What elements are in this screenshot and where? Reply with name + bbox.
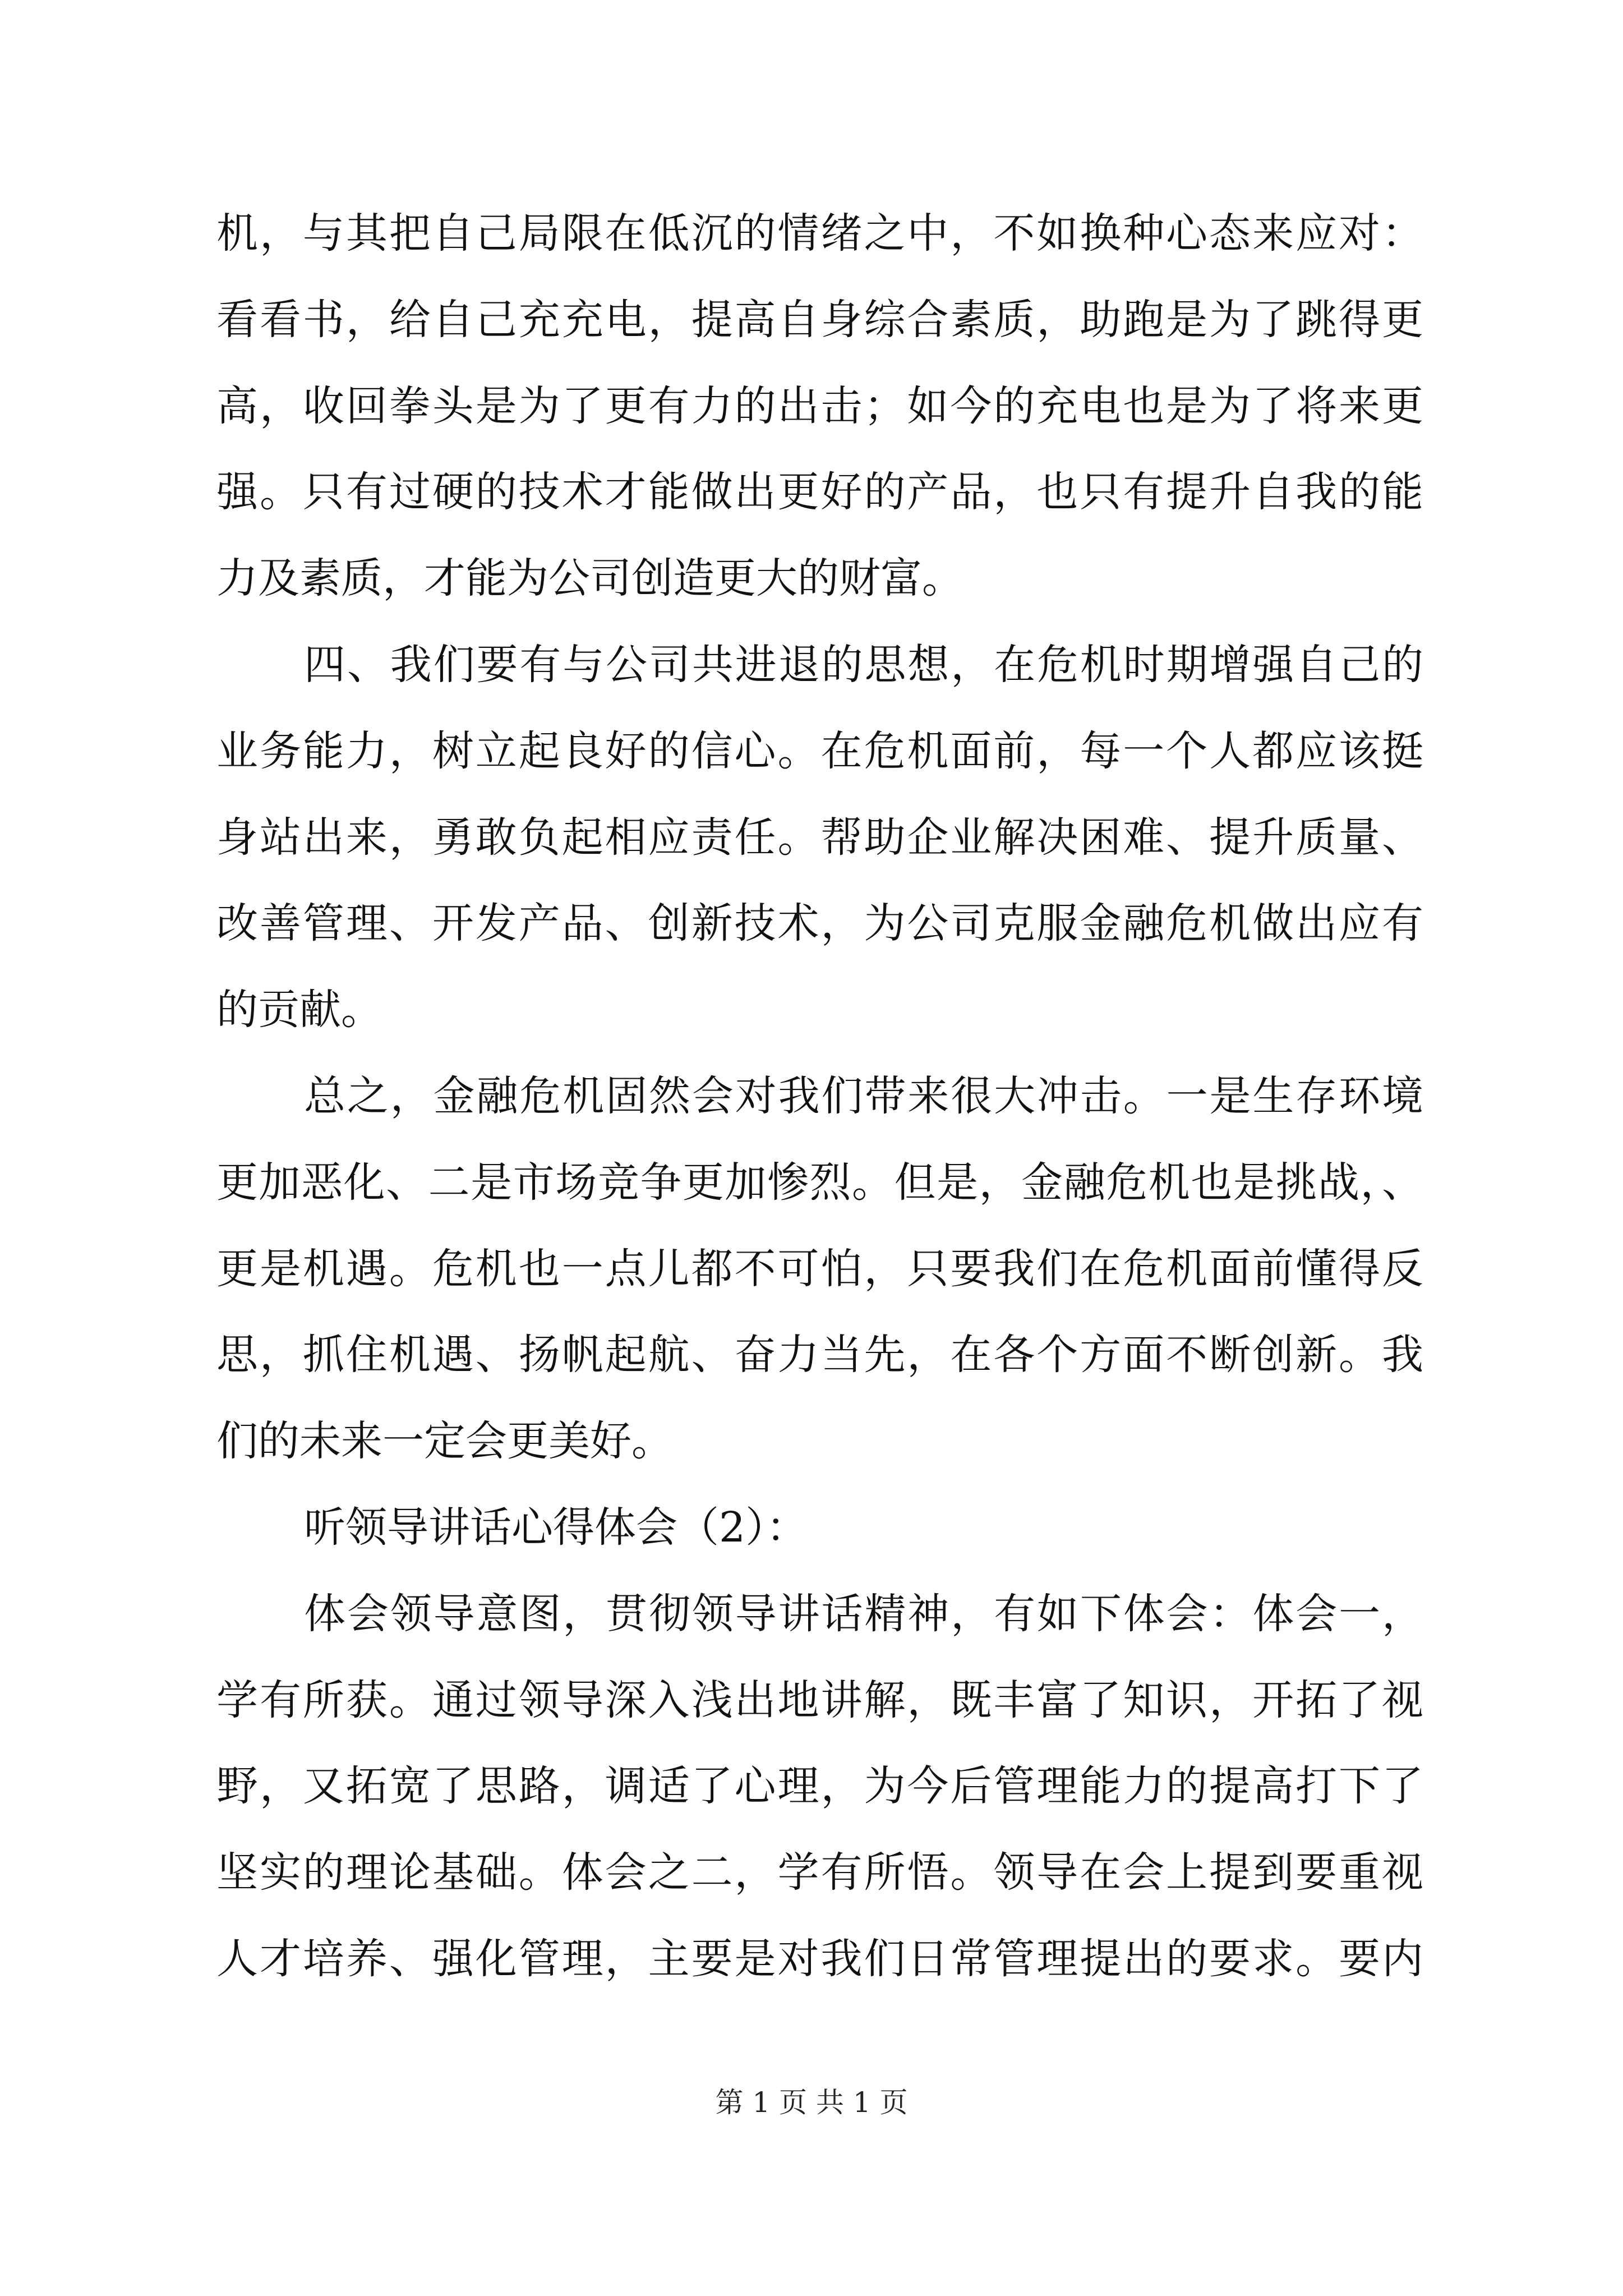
page-number-footer: 第 1 页 共 1 页	[715, 2086, 908, 2119]
text-line-6: 四、我们要有与公司共进退的思想，在危机时期增强自己的	[304, 640, 1423, 689]
text-line-4: 强。只有过硬的技术才能做出更好的产品，也只有提升自我的能	[216, 468, 1423, 517]
section-heading: 听领导讲话心得体会（2）：	[304, 1503, 808, 1552]
text-line-13: 更是机遇。危机也一点儿都不可怕，只要我们在危机面前懂得反	[216, 1244, 1423, 1293]
text-line-7: 业务能力，树立起良好的信心。在危机面前，每一个人都应该挺	[216, 726, 1423, 775]
document-body	[216, 191, 1423, 2003]
text-line-19: 野，又拓宽了思路，调适了心理，为今后管理能力的提高打下了	[216, 1762, 1423, 1811]
text-line-15: 们的未来一定会更美好。	[216, 1417, 673, 1466]
text-line-1: 机，与其把自己局限在低沉的情绪之中，不如换种心态来应对：	[216, 209, 1423, 257]
text-line-2: 看看书，给自己充充电，提高自身综合素质，助跑是为了跳得更	[216, 295, 1423, 344]
text-line-8: 身站出来，勇敢负起相应责任。帮助企业解决困难、提升质量、	[216, 813, 1423, 862]
text-line-9: 改善管理、开发产品、创新技术，为公司克服金融危机做出应有	[216, 899, 1423, 948]
text-line-11: 总之，金融危机固然会对我们带来很大冲击。一是生存环境	[304, 1071, 1423, 1120]
text-line-18: 学有所获。通过领导深入浅出地讲解，既丰富了知识，开拓了视	[216, 1676, 1423, 1724]
text-line-20: 坚实的理论基础。体会之二，学有所悟。领导在会上提到要重视	[216, 1848, 1423, 1897]
text-line-10: 的贡献。	[216, 986, 382, 1034]
text-line-3: 高，收回拳头是为了更有力的出击；如今的充电也是为了将来更	[216, 381, 1423, 430]
text-line-21: 人才培养、强化管理，主要是对我们日常管理提出的要求。要内	[216, 1934, 1423, 1983]
text-line-5: 力及素质，才能为公司创造更大的财富。	[216, 554, 963, 603]
text-line-14: 思，抓住机遇、扬帆起航、奋力当先，在各个方面不断创新。我	[216, 1331, 1423, 1379]
text-line-17: 体会领导意图，贯彻领导讲话精神，有如下体会：体会一，	[304, 1589, 1423, 1638]
text-line-12: 更加恶化、二是市场竞争更加惨烈。但是，金融危机也是挑战，、	[216, 1158, 1423, 1207]
